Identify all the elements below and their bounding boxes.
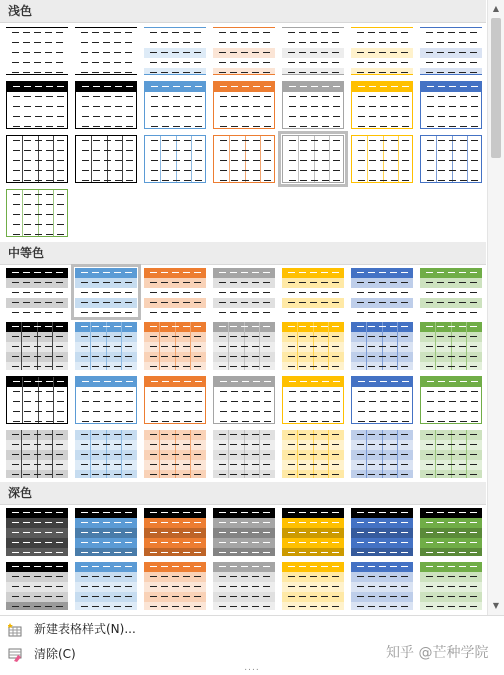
- table-style-swatch[interactable]: [213, 81, 275, 129]
- table-style-swatch[interactable]: [75, 81, 137, 129]
- table-style-swatch[interactable]: [75, 430, 137, 478]
- table-style-swatch[interactable]: [420, 81, 482, 129]
- table-style-swatch[interactable]: [75, 135, 137, 183]
- table-style-swatch[interactable]: [75, 376, 137, 424]
- table-style-swatch[interactable]: [6, 376, 68, 424]
- table-style-swatch[interactable]: [6, 430, 68, 478]
- table-style-swatch[interactable]: [351, 135, 413, 183]
- table-style-swatch[interactable]: [351, 508, 413, 556]
- watermark-text: 知乎 @芒种学院: [386, 645, 489, 661]
- table-style-swatch[interactable]: [144, 430, 206, 478]
- table-style-swatch[interactable]: [6, 135, 68, 183]
- table-style-swatch[interactable]: [6, 268, 68, 316]
- table-style-swatch[interactable]: [420, 135, 482, 183]
- table-style-swatch[interactable]: [144, 268, 206, 316]
- table-style-swatch[interactable]: [213, 322, 275, 370]
- table-style-swatch[interactable]: [420, 508, 482, 556]
- section-header-medium: [0, 242, 486, 265]
- table-style-swatch[interactable]: [420, 27, 482, 75]
- clear-eraser-icon: [8, 647, 22, 661]
- scroll-down-arrow-icon[interactable]: ▼: [492, 601, 500, 610]
- table-style-swatch[interactable]: [75, 562, 137, 610]
- table-style-swatch[interactable]: [6, 322, 68, 370]
- scroll-thumb[interactable]: [491, 18, 501, 158]
- table-style-swatch[interactable]: [282, 562, 344, 610]
- table-style-swatch[interactable]: [144, 135, 206, 183]
- table-style-swatch[interactable]: [282, 322, 344, 370]
- table-style-swatch[interactable]: [75, 508, 137, 556]
- table-style-swatch[interactable]: [213, 562, 275, 610]
- table-style-swatch[interactable]: [351, 27, 413, 75]
- table-style-swatch[interactable]: [351, 376, 413, 424]
- table-style-swatch[interactable]: [213, 430, 275, 478]
- scroll-up-arrow-icon[interactable]: ▲: [492, 4, 500, 13]
- table-style-swatch[interactable]: [351, 322, 413, 370]
- table-style-swatch[interactable]: [213, 135, 275, 183]
- table-style-swatch[interactable]: [282, 135, 344, 183]
- table-style-swatch[interactable]: [282, 27, 344, 75]
- section-header-dark: [0, 482, 486, 505]
- table-style-swatch[interactable]: [282, 376, 344, 424]
- table-style-swatch[interactable]: [351, 268, 413, 316]
- clear-label: 清除(C): [34, 647, 76, 661]
- resize-grip[interactable]: ....: [244, 663, 260, 673]
- table-style-swatch[interactable]: [6, 27, 68, 75]
- section-header-light: [0, 0, 486, 23]
- table-style-swatch[interactable]: [351, 562, 413, 610]
- table-style-swatch[interactable]: [282, 508, 344, 556]
- vertical-scrollbar[interactable]: [487, 0, 504, 615]
- table-style-swatch[interactable]: [6, 562, 68, 610]
- table-style-swatch[interactable]: [6, 189, 68, 237]
- table-style-swatch[interactable]: [282, 430, 344, 478]
- table-style-swatch[interactable]: [75, 268, 137, 316]
- table-style-swatch[interactable]: [144, 376, 206, 424]
- table-style-swatch[interactable]: [144, 81, 206, 129]
- table-style-swatch[interactable]: [213, 268, 275, 316]
- table-style-swatch[interactable]: [351, 430, 413, 478]
- table-style-swatch[interactable]: [75, 27, 137, 75]
- table-style-swatch[interactable]: [420, 268, 482, 316]
- section-title-light: 浅色: [8, 4, 33, 18]
- table-style-swatch[interactable]: [420, 376, 482, 424]
- table-style-swatch[interactable]: [144, 322, 206, 370]
- table-style-swatch[interactable]: [144, 562, 206, 610]
- table-style-swatch[interactable]: [144, 508, 206, 556]
- section-title-dark: 深色: [8, 486, 33, 500]
- table-style-swatch[interactable]: [282, 81, 344, 129]
- table-style-swatch[interactable]: [420, 562, 482, 610]
- table-style-swatch[interactable]: [213, 376, 275, 424]
- table-style-swatch[interactable]: [420, 430, 482, 478]
- new-table-style-label: 新建表格样式(N)...: [34, 622, 136, 636]
- table-style-swatch[interactable]: [144, 27, 206, 75]
- table-style-swatch[interactable]: [282, 268, 344, 316]
- clear-menu-item[interactable]: [0, 643, 300, 665]
- table-style-swatch[interactable]: [75, 322, 137, 370]
- section-title-medium: 中等色: [8, 246, 45, 260]
- menu-divider: [0, 615, 504, 616]
- table-style-swatch[interactable]: [351, 81, 413, 129]
- new-table-style-icon: [8, 622, 22, 636]
- table-style-swatch[interactable]: [213, 508, 275, 556]
- table-style-swatch[interactable]: [420, 322, 482, 370]
- new-table-style-menu-item[interactable]: [0, 618, 300, 640]
- table-style-swatch[interactable]: [213, 27, 275, 75]
- table-style-swatch[interactable]: [6, 81, 68, 129]
- table-style-swatch[interactable]: [6, 508, 68, 556]
